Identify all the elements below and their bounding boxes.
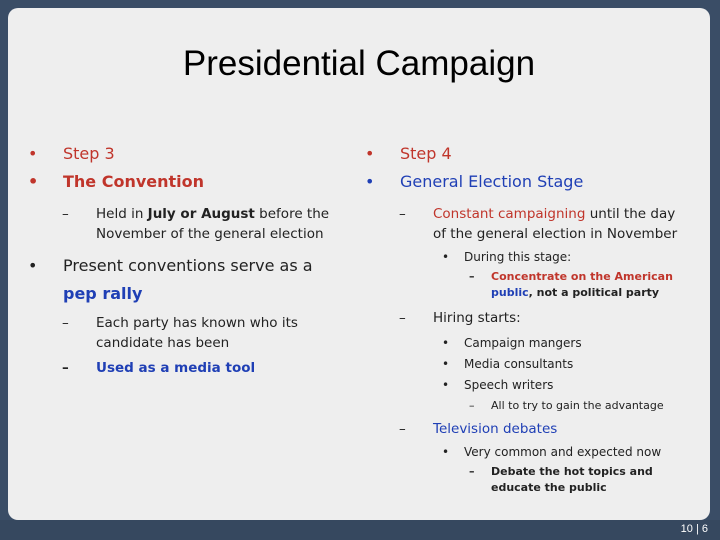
bullet-icon: •	[442, 378, 450, 392]
bullet-the-convention: • The Convention	[28, 168, 358, 196]
dash-icon: –	[469, 399, 475, 412]
detail-advantage: – All to try to gain the advantage	[469, 399, 664, 412]
slide-title: Presidential Campaign	[182, 44, 536, 83]
title-area	[8, 8, 710, 108]
bullet-step-3: • Step 3	[28, 140, 358, 168]
dash-icon: –	[399, 310, 406, 326]
page-number: 10 | 6	[680, 523, 708, 535]
detail-concentrate: – Concentrate on the American public, not a political party	[469, 270, 673, 299]
bullet-icon: •	[28, 172, 39, 191]
bullet-icon: •	[365, 172, 375, 191]
bullet-icon: •	[365, 144, 375, 163]
dash-icon: –	[62, 206, 69, 222]
sub-constant-campaigning: – Constant campaigning until the day of the general election in November	[399, 206, 678, 242]
sub-held-in: – Held in July or August before the November of the general election	[62, 206, 330, 242]
bullet-icon: •	[28, 256, 38, 275]
sub-hiring-starts: – Hiring starts:	[399, 310, 521, 326]
item-speech-writers: • Speech writers	[365, 375, 705, 396]
bullet-icon: •	[442, 357, 450, 371]
item-campaign-managers: • Campaign mangers	[365, 333, 705, 354]
item-very-common: • Very common and expected now	[442, 445, 662, 459]
dash-icon: –	[469, 270, 475, 283]
left-column	[28, 140, 358, 378]
dash-icon: –	[469, 465, 475, 478]
right-column	[365, 140, 705, 496]
bullet-general-election: • General Election Stage	[365, 168, 705, 196]
bullet-present-conventions: • Present conventions serve as a pep rally	[28, 252, 358, 308]
bullet-icon: •	[442, 336, 450, 350]
sub-media-tool: – Used as a media tool	[62, 360, 256, 376]
bullet-icon: •	[442, 445, 450, 459]
dash-icon: –	[399, 206, 406, 222]
item-during-stage: • During this stage:	[442, 250, 572, 264]
dash-icon: –	[399, 421, 406, 437]
dash-icon: –	[62, 315, 69, 331]
dash-icon: –	[62, 360, 69, 376]
footer-bar	[0, 520, 720, 540]
bullet-step-4: • Step 4	[365, 140, 705, 168]
sub-each-party: – Each party has known who its candidate has been	[62, 315, 298, 351]
detail-debate-topics: – Debate the hot topics and educate the public	[469, 465, 653, 494]
bullet-icon: •	[28, 144, 38, 163]
item-media-consultants: • Media consultants	[365, 354, 705, 375]
bullet-icon: •	[442, 250, 450, 264]
sub-television-debates: – Television debates	[399, 421, 558, 437]
